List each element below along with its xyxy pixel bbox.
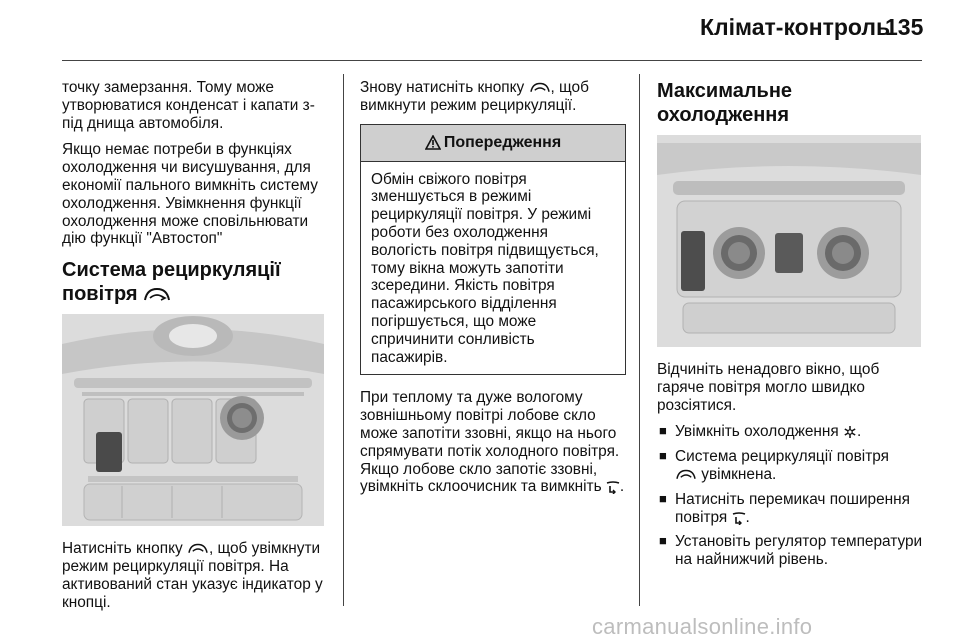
paragraph-text: При теплому та дуже вологому зовнішньому повітрі лобове скло може запотіти ззовні, якщо на нього спрямувати потік холодного повітря. Якщо лобове скло запотіє ззовні, увімкніть склоочисник та вимкніть — [360, 389, 620, 496]
list-item — [657, 491, 927, 527]
list-item-text-rest: . — [857, 423, 862, 441]
heading-line-1: Система рециркуляції — [62, 259, 281, 282]
watermark: carmanualsonline.info — [592, 614, 813, 639]
list-item — [657, 448, 927, 484]
list-item-text-rest: увімкнена. — [701, 465, 777, 483]
recirculation-icon — [529, 82, 551, 94]
column-divider-1 — [343, 74, 344, 606]
warning-box — [360, 124, 626, 376]
column-left — [62, 79, 330, 620]
caption-text-rest: , щоб увімкнути режим рециркуляції повітря. На активований стан указує індикатор у кнопці. — [62, 540, 323, 611]
photo-caption — [62, 540, 330, 611]
paragraph-text-rest: . — [619, 478, 625, 496]
list-item-text: Система рециркуляції повітря — [675, 448, 889, 466]
recirculation-icon — [187, 543, 209, 555]
recirculation-icon — [143, 287, 171, 303]
list-item-text-rest: . — [745, 508, 750, 526]
paragraph-text-rest: , щоб вимкнути режим рециркуляції. — [360, 79, 589, 114]
list-item — [657, 423, 927, 441]
warning-triangle-icon — [425, 135, 441, 150]
paragraph-text: Знову натисніть кнопку — [360, 79, 525, 96]
list-item: ■ Установіть регулятор температури на найнижчий рівень. — [657, 533, 927, 569]
heading-line-2: повітря — [62, 283, 138, 306]
climate-panel-photo — [62, 314, 324, 526]
recirculation-icon — [675, 469, 697, 481]
climate-panel-photo-2 — [657, 135, 921, 347]
paragraph — [360, 389, 626, 496]
dashboard-illustration-2 — [657, 135, 921, 347]
header-rule — [62, 60, 922, 61]
snowflake-icon — [843, 425, 857, 439]
paragraph: точку замерзання. Тому може утворюватися конденсат і капати з-під днища автомобіля. — [62, 79, 315, 132]
list-item-text: Натисніть перемикач поширення повітря — [675, 490, 911, 526]
section-title: Клімат-контроль — [700, 14, 891, 40]
section-heading-max-cooling: Максимальне охолодження — [657, 80, 793, 126]
windshield-airflow-icon — [606, 480, 620, 494]
paragraph: Відчиніть ненадовго вікно, щоб гаряче повітря могло швидко розсіятися. — [657, 361, 880, 414]
paragraph — [360, 79, 626, 115]
section-heading-recirculation — [62, 258, 330, 306]
warning-title: Попередження — [443, 133, 562, 151]
column-middle — [360, 79, 626, 505]
warning-text: Обмін свіжого повітря зменшується в режимі рециркуляції повітря. У режимі роботи без охолодження вологість повітря підвищується, тому вікна можуть запотіти зсередини. Якість повітря пасажирського відділення погіршується, що може спричинити сонливість пасажирів. — [371, 170, 599, 366]
windshield-airflow-icon — [732, 511, 746, 525]
steps-list — [657, 423, 927, 569]
paragraph: Якщо немає потреби в функціях охолодження чи висушування, для економії пального вимкніть систему охолодження. Увімкнення функції охолодження може сповільнювати дію функції "Автостоп" — [62, 141, 318, 248]
column-divider-2 — [639, 74, 640, 606]
list-item-text: Увімкніть охолодження — [675, 423, 839, 441]
column-right — [657, 79, 927, 576]
dashboard-illustration — [62, 314, 324, 526]
page-number: 135 — [885, 14, 924, 40]
warning-header — [361, 125, 625, 162]
caption-text: Натисніть кнопку — [62, 540, 183, 558]
